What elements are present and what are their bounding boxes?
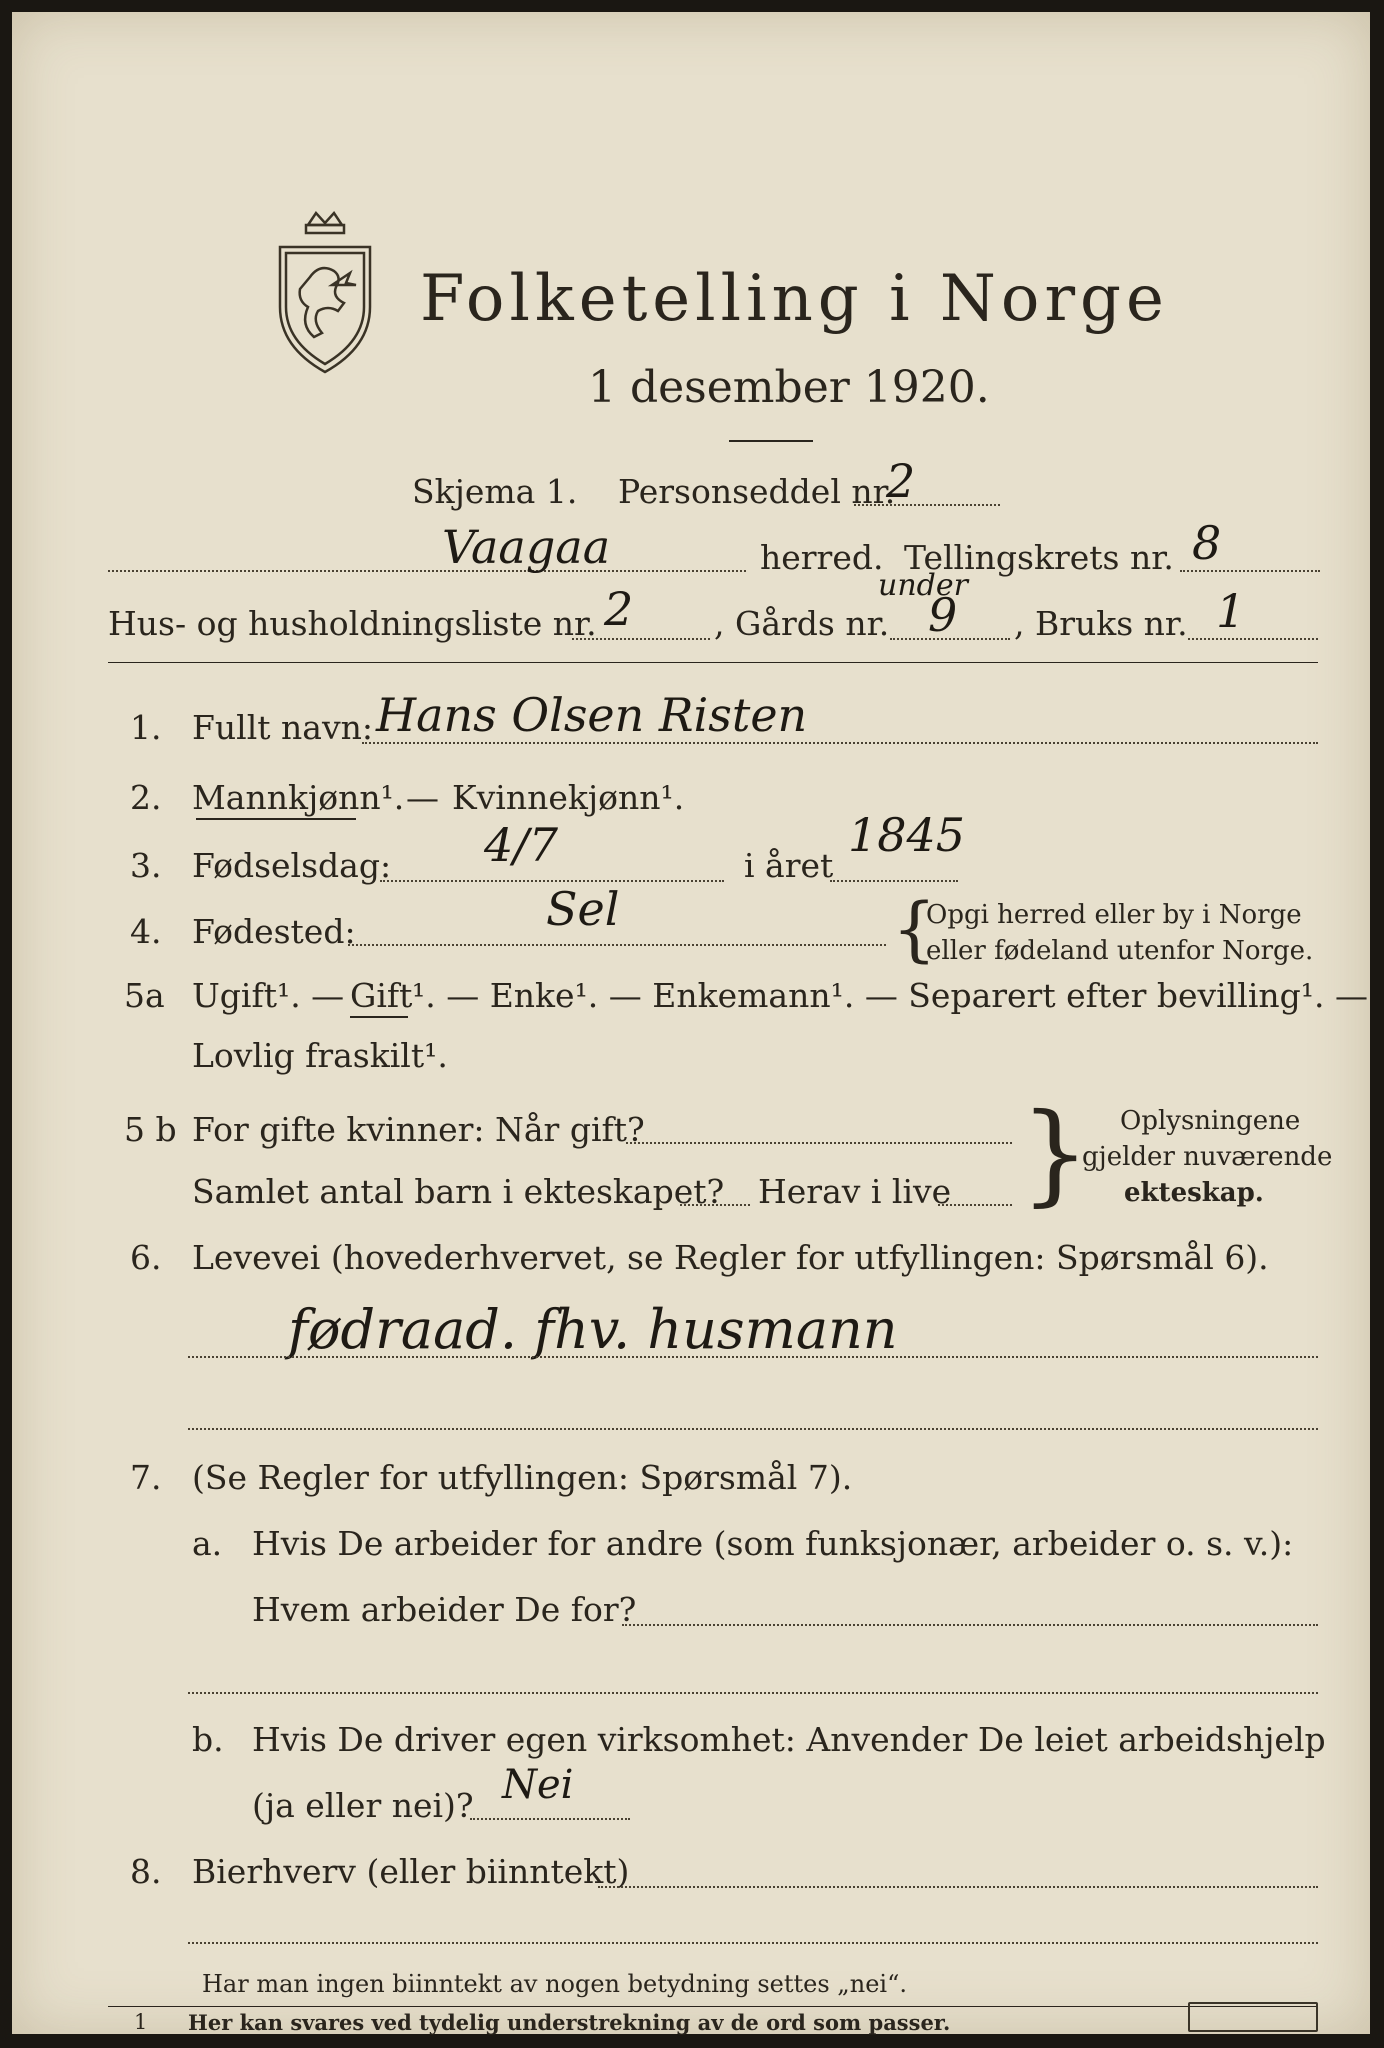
q7a-dotline-2 xyxy=(188,1692,1318,1694)
q7a-dotline-1 xyxy=(622,1624,1318,1626)
husliste-label: Hus- og husholdningsliste nr. xyxy=(108,604,597,643)
header-separator xyxy=(108,662,1318,663)
gards-value: 9 xyxy=(928,588,958,642)
census-form-sheet xyxy=(12,12,1370,2034)
q5b-number: 5 b xyxy=(124,1110,177,1149)
q5a-other-options: ¹. — Enke¹. — Enkemann¹. — Separert efter bevilling¹. — xyxy=(412,976,1368,1015)
q5b-children-dotline xyxy=(680,1204,750,1206)
coat-of-arms-icon xyxy=(270,207,380,377)
personseddel-value: 2 xyxy=(886,454,916,508)
q6-dotline-2 xyxy=(188,1428,1318,1430)
q5a-gift-underline xyxy=(350,1016,408,1018)
tellingskrets-value: 8 xyxy=(1192,516,1222,570)
q1-number: 1. xyxy=(130,708,162,747)
q7b-number: b. xyxy=(192,1720,224,1759)
q2-number: 2. xyxy=(130,778,162,817)
q4-note-line2: eller fødeland utenfor Norge. xyxy=(926,936,1314,966)
q2-separator: — xyxy=(406,778,439,817)
q4-note-line1: Opgi herred eller by i Norge xyxy=(926,900,1302,930)
q3-number: 3. xyxy=(130,846,162,885)
q7b-value: Nei xyxy=(502,1762,574,1808)
q1-dotline xyxy=(362,742,1318,744)
q3-label: Fødselsdag: xyxy=(192,846,392,885)
gards-label: , Gårds nr. xyxy=(714,604,890,643)
q5a-fraskilt-option: Lovlig fraskilt¹. xyxy=(192,1036,448,1075)
q6-number: 6. xyxy=(130,1238,162,1277)
herred-dotline xyxy=(108,570,746,572)
herred-value: Vaagaa xyxy=(442,520,611,574)
title-divider xyxy=(729,440,813,442)
q5b-note-brace: } xyxy=(1020,1089,1090,1217)
q5a-gift-option: Gift xyxy=(350,976,413,1015)
q7-label: (Se Regler for utfyllingen: Spørsmål 7). xyxy=(192,1458,853,1497)
q5b-label-married: For gifte kvinner: Når gift? xyxy=(192,1110,645,1149)
tellingskrets-label: Tellingskrets nr. xyxy=(904,538,1174,577)
printer-stamp xyxy=(1188,2002,1318,2032)
q4-number: 4. xyxy=(130,912,162,951)
q3-year-value: 1845 xyxy=(848,808,966,862)
q5b-label-alive: Herav i live xyxy=(758,1172,952,1211)
q5a-ugift-option: Ugift¹. — xyxy=(192,976,345,1015)
q1-value: Hans Olsen Risten xyxy=(376,688,808,742)
personseddel-label: Personseddel nr. xyxy=(618,472,896,511)
husliste-dotline xyxy=(572,638,710,640)
tellingskrets-dotline xyxy=(1180,570,1320,572)
herred-label: herred. xyxy=(760,538,884,577)
footnote-text: Her kan svares ved tydelig understrekning av de ord som passer. xyxy=(188,2010,951,2035)
q5b-note-line1: Oplysningene xyxy=(1120,1106,1301,1136)
q4-note-brace: { xyxy=(892,888,937,970)
q4-dotline xyxy=(348,944,886,946)
footnote-number: 1 xyxy=(134,2010,148,2034)
q7a-label: Hvis De arbeider for andre (som funksjonær, arbeider o. s. v.): xyxy=(252,1524,1294,1563)
q3-year-label: i året xyxy=(744,846,834,885)
q1-label: Fullt navn: xyxy=(192,708,373,747)
gards-above-note: under xyxy=(878,568,968,603)
q2-female-option: Kvinnekjønn¹. xyxy=(452,778,685,817)
q5b-alive-dotline xyxy=(938,1204,1012,1206)
form-date: 1 desember 1920. xyxy=(588,362,990,413)
bruks-dotline xyxy=(1188,638,1318,640)
q3-value: 4/7 xyxy=(484,818,559,872)
bruks-value: 1 xyxy=(1216,584,1246,638)
q5b-note-line2: gjelder nuværende xyxy=(1082,1142,1333,1172)
q4-value: Sel xyxy=(546,882,620,936)
q5b-married-dotline xyxy=(626,1142,1012,1144)
q8-dotline-2 xyxy=(188,1942,1318,1944)
personseddel-dotline xyxy=(854,504,1000,506)
q5b-label-children: Samlet antal barn i ekteskapet? xyxy=(192,1172,725,1211)
q4-label: Fødested: xyxy=(192,912,356,951)
footer-separator xyxy=(108,2006,1318,2007)
q6-value: fødraad. fhv. husmann xyxy=(288,1298,898,1361)
q5a-number: 5a xyxy=(124,976,165,1015)
q8-label: Bierhverv (eller biinntekt) xyxy=(192,1852,630,1891)
skjema-label: Skjema 1. xyxy=(412,472,578,511)
q2-male-option: Mannkjønn¹. xyxy=(192,778,405,817)
form-title: Folketelling i Norge xyxy=(420,262,1169,336)
q7b-dotline xyxy=(470,1818,630,1820)
q7-number: 7. xyxy=(130,1458,162,1497)
husliste-value: 2 xyxy=(604,582,634,636)
q6-label: Levevei (hovederhvervet, se Regler for utfyllingen: Spørsmål 6). xyxy=(192,1238,1269,1277)
q3-year-dotline xyxy=(830,880,958,882)
bruks-label: , Bruks nr. xyxy=(1014,604,1188,643)
q7a-number: a. xyxy=(192,1524,223,1563)
q7b-label-yesno: (ja eller nei)? xyxy=(252,1786,474,1825)
footer-note: Har man ingen biinntekt av nogen betydning settes „nei“. xyxy=(202,1970,907,1998)
q8-dotline-1 xyxy=(598,1886,1318,1888)
q7a-label-who: Hvem arbeider De for? xyxy=(252,1590,637,1629)
q8-number: 8. xyxy=(130,1852,162,1891)
q6-dotline-1 xyxy=(188,1356,1318,1358)
q7b-label: Hvis De driver egen virksomhet: Anvender De leiet arbeidshjelp xyxy=(252,1720,1326,1759)
q5b-note-line3: ekteskap. xyxy=(1124,1178,1264,1208)
q2-male-underline xyxy=(196,818,356,820)
